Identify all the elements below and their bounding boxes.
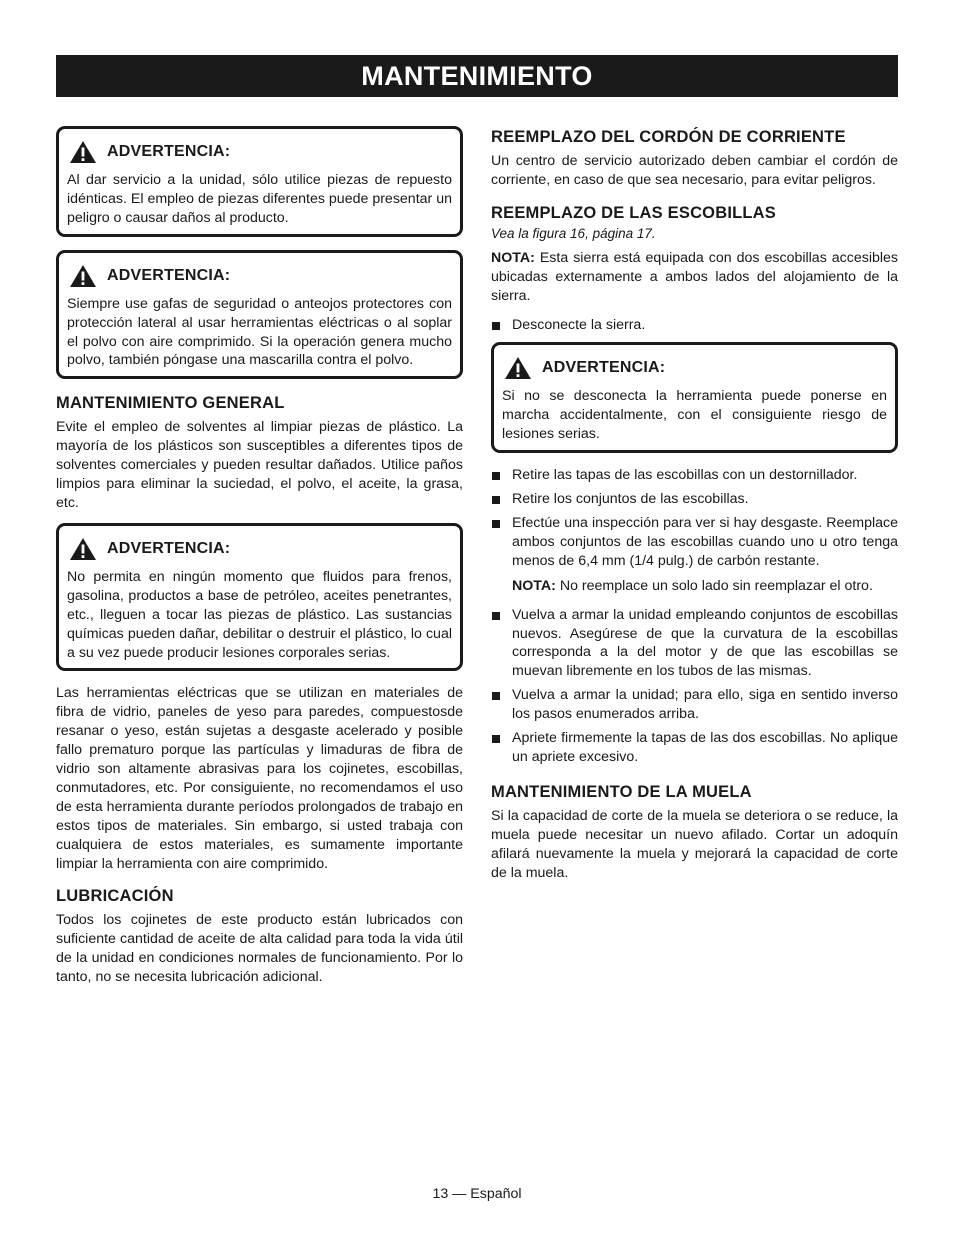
list-item-text: Vuelva a armar la unidad; para ello, siga en sentido inverso los pasos enumerados arriba. — [512, 687, 898, 723]
note-label: NOTA: — [491, 249, 535, 266]
brushes-note — [491, 249, 898, 306]
warning-title: ADVERTENCIA: — [107, 539, 231, 557]
list-item — [491, 514, 898, 571]
list-item — [491, 490, 898, 509]
warning-box-fluids — [56, 523, 463, 672]
section-heading-brush-replacement: REEMPLAZO DE LAS ESCOBILLAS — [491, 203, 776, 222]
warning-text: Si no se desconecta la herramienta puede ponerse en marcha accidentalmente, con el consiguiente riesgo de lesiones serias. — [502, 388, 887, 443]
warning-title: ADVERTENCIA: — [107, 143, 231, 160]
page-title-banner: MANTENIMIENTO — [56, 55, 898, 97]
page-footer: 13 — Español — [432, 1186, 522, 1202]
warning-header — [67, 261, 452, 291]
list-item-text: Efectúe una inspección para ver si hay desgaste. Reemplace ambos conjuntos de las escobillas cuando uno u otro tenga menos de 6,4 mm (1/4 pulg.) de carbón restante. — [512, 514, 898, 569]
brushes-note-2 — [491, 577, 898, 596]
warning-triangle-icon — [69, 264, 97, 288]
wheel-maintenance-text: Si la capacidad de corte de la muela se deteriora o se reduce, la muela puede necesitar un nuevo afilado. Cortar un adoquín afilará nuevamente la muela y mejorará la capacidad de corte de la muela. — [491, 807, 898, 881]
square-bullet-icon — [492, 496, 500, 504]
right-column — [491, 126, 898, 892]
warning-header — [502, 353, 887, 383]
warning-triangle-icon — [504, 356, 532, 380]
square-bullet-icon — [492, 520, 500, 528]
note-label: NOTA: — [512, 577, 556, 594]
fiberglass-paragraph: Las herramientas eléctricas que se utilizan en materiales de fibra de vidrio, paneles de yeso para paredes, compuestosde resanar o yeso, están sujetas a desgaste acelerado y posible fallo prematuro porque las partículas y limaduras de fibra de vidrio son altamente abrasivas para los cojinetes, escobillas, conmutadores, etc. Por consiguiente, no recomendamos el uso de esta herramienta durante períodos prolongados de trabajo en estos tipos de materiales. Sin embargo, si usted trabaja con cualquiera de estos materiales, es sumamente importante limpiar la herramienta con aire comprimido. — [56, 685, 463, 872]
warning-title: ADVERTENCIA: — [107, 266, 231, 284]
list-item-text: Desconecte la sierra. — [512, 316, 646, 333]
list-item-text: Retire las tapas de las escobillas con un destornillador. — [512, 467, 858, 484]
warning-triangle-icon — [69, 537, 97, 561]
list-item — [491, 316, 898, 335]
section-heading-wheel-maintenance: MANTENIMIENTO DE LA MUELA — [491, 782, 752, 801]
square-bullet-icon — [492, 322, 500, 330]
warning-title: ADVERTENCIA: — [542, 359, 666, 377]
warning-triangle-icon — [69, 140, 97, 164]
section-heading-lubrication: LUBRICACIÓN — [56, 887, 174, 906]
left-column — [56, 126, 463, 997]
cord-replacement-text: Un centro de servicio autorizado deben cambiar el cordón de corriente, en caso de que sea necesario, para evitar peligros. — [491, 153, 898, 188]
general-maintenance-text: Evite el empleo de solventes al limpiar piezas de plástico. La mayoría de los plásticos son susceptibles a diferentes tipos de solventes comerciales y pueden resultar dañados. Utilice paños limpios para eliminar la suciedad, el polvo, el aceite, la grasa, etc. — [56, 419, 463, 511]
note-text: No reemplace un solo lado sin reemplazar el otro. — [555, 577, 873, 594]
warning-header — [67, 137, 452, 167]
figure-reference: Vea la figura 16, página 17. — [491, 225, 656, 241]
warning-text: No permita en ningún momento que fluidos para frenos, gasolina, productos a base de petróleo, aceites penetrantes, etc., lleguen a tocar las piezas de plástico. Las sustancias químicas pueden dañar, debilitar o destruir el plástico, lo cual a su vez puede producir lesiones corporales serias. — [67, 568, 452, 661]
list-item-text: Vuelva a armar la unidad empleando conjuntos de escobillas nuevos. Asegúrese de que la curvatura de la escobillas corresponda a la del motor y de que las escobillas se muevan libremente en los tubos de las mismas. — [512, 606, 898, 680]
list-item-text: Apriete firmemente la tapas de las dos escobillas. No aplique un apriete excesivo. — [512, 730, 898, 765]
square-bullet-icon — [492, 612, 500, 620]
warning-box-safety-glasses — [56, 250, 463, 380]
square-bullet-icon — [492, 692, 500, 700]
square-bullet-icon — [492, 472, 500, 480]
warning-text: Al dar servicio a la unidad, sólo utilice piezas de repuesto idénticas. El empleo de piezas diferentes puede presentar un peligro o causar daños al producto. — [67, 172, 452, 226]
list-item-text: Retire los conjuntos de las escobillas. — [512, 491, 749, 508]
warning-text: Siempre use gafas de seguridad o anteojos protectores con protección lateral al usar herramientas eléctricas o al soplar el polvo con aire comprimido. Si la operación genera mucho polvo, también póngase una mascarilla contra el polvo. — [67, 295, 452, 369]
list-item — [491, 466, 898, 485]
list-item — [491, 729, 898, 767]
section-heading-cord-replacement: REEMPLAZO DEL CORDÓN DE CORRIENTE — [491, 128, 846, 146]
warning-box-replacement-parts — [56, 126, 463, 237]
bullet-list-disconnect — [491, 316, 898, 335]
square-bullet-icon — [492, 735, 500, 743]
section-heading-general-maintenance: MANTENIMIENTO GENERAL — [56, 394, 285, 413]
lubrication-text: Todos los cojinetes de este producto están lubricados con suficiente cantidad de aceite de alta calidad para toda la vida útil de la unidad en condiciones normales de funcionamiento. Por lo tanto, no se necesita lubricación adicional. — [56, 912, 463, 986]
warning-box-disconnect — [491, 342, 898, 453]
bullet-list-brush-steps — [491, 466, 898, 571]
note-text: Esta sierra está equipada con dos escobillas accesibles ubicadas externamente a ambos lados del alojamiento de la sierra. — [491, 249, 898, 304]
bullet-list-reassemble — [491, 606, 898, 767]
list-item — [491, 686, 898, 724]
warning-header — [67, 534, 452, 564]
list-item — [491, 606, 898, 682]
